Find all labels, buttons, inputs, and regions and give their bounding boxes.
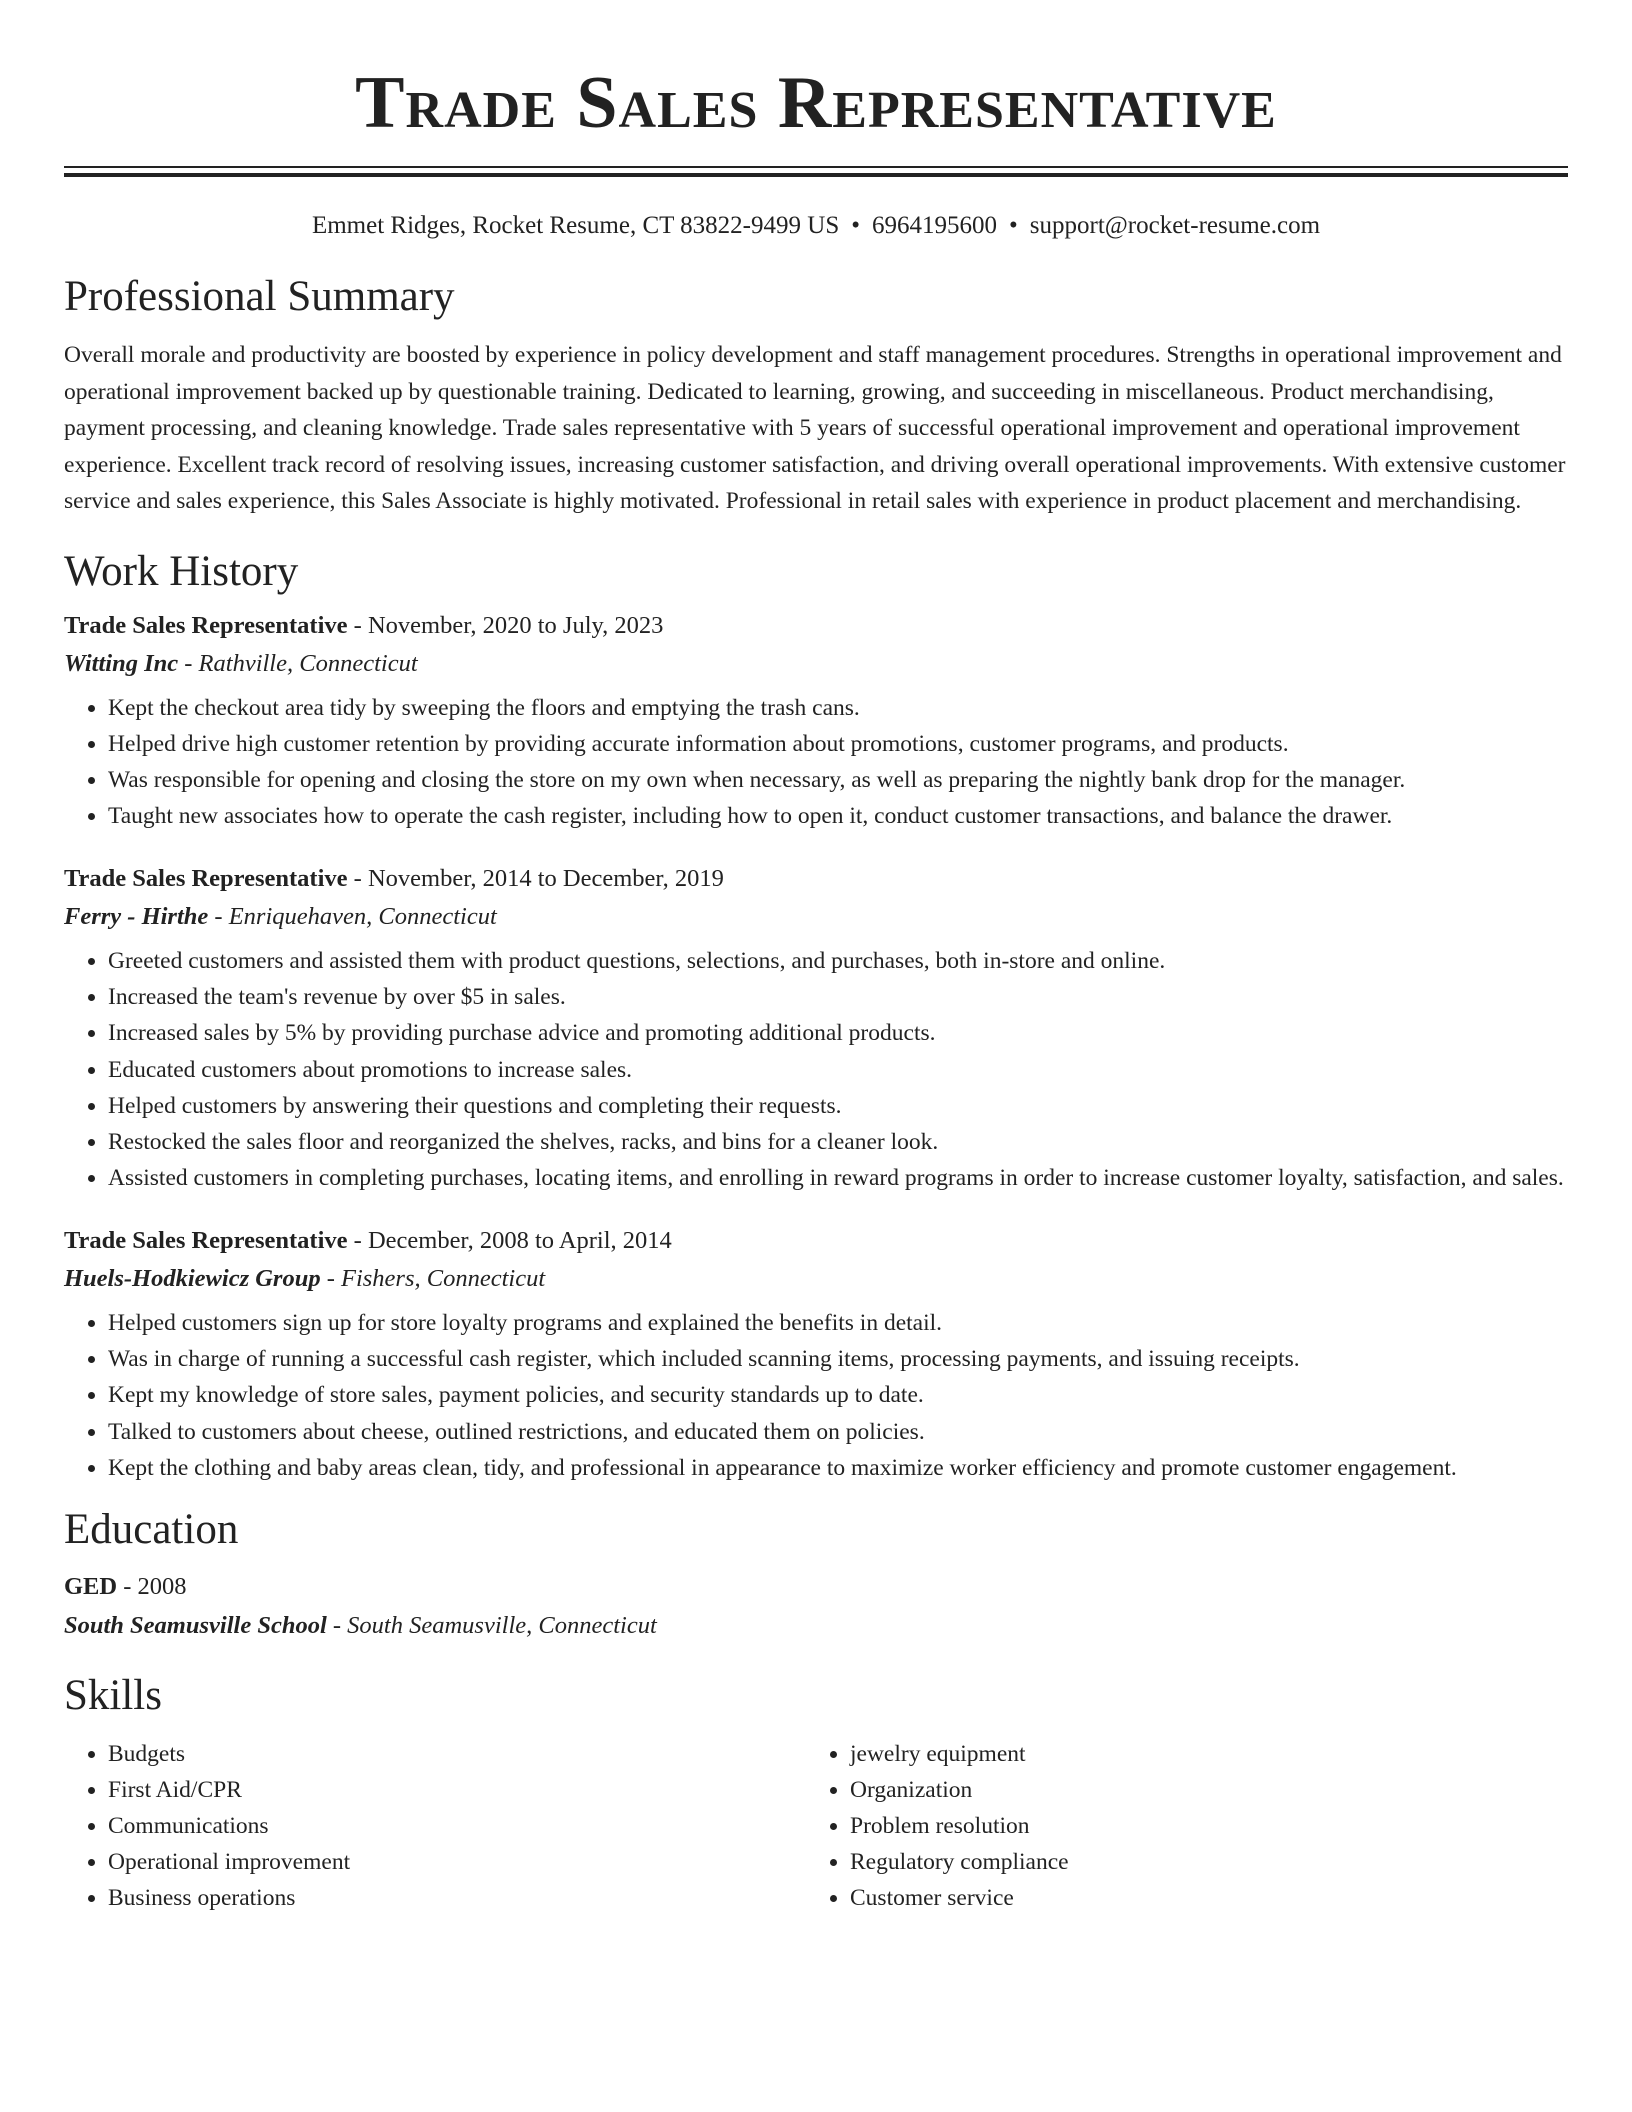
job-location: - Fishers, Connecticut [320,1264,546,1292]
contact-phone: 6964195600 [872,212,997,239]
job-company: Huels-Hodkiewicz Group [64,1264,321,1292]
education-degree: GED [64,1573,118,1601]
skill-item: • Customer service [850,1880,1548,1916]
job-title: Trade Sales Representative [64,1226,348,1254]
summary-text: Overall morale and productivity are boosted by experience in policy development and staff management procedures. Strengths in operational improvement and operational improvement backed up by questionable training. Dedicated to learning, growing, and succeeding in miscellaneous. Product merchandising, payment processing, and cleaning knowledge. Trade sales representative with 5 years of successful operational improvement and operational improvement experience. Excellent track record of resolving issues, increasing customer satisfaction, and driving overall operational improvements. With extensive customer service and sales experience, this Sales Associate is highly motivated. Professional in retail sales with experience in product placement and merchandising. [64,342,1566,514]
job-title-line [64,608,1568,644]
job-dates: - December, 2008 to April, 2014 [347,1226,672,1254]
job-bullet: • Talked to customers about cheese, outlined restrictions, and educated them on policies. [108,1414,1568,1450]
education-school-line [64,1606,1568,1646]
job-title-line [64,1223,1568,1259]
job-company-line [64,1259,1568,1299]
job-entry [64,861,1568,1197]
job-bullet: • Was in charge of running a successful cash register, which included scanning items, processing payments, and issuing receipts. [108,1341,1568,1377]
job-company-line [64,897,1568,937]
skill-item: • Communications [108,1808,806,1844]
contact-separator: • [1009,212,1018,239]
job-dates: - November, 2014 to December, 2019 [347,864,724,892]
job-bullet: • Kept the checkout area tidy by sweeping the floors and emptying the trash cans. [108,690,1568,726]
skill-item: • Budgets [108,1736,806,1772]
job-bullet: • Increased sales by 5% by providing purchase advice and promoting additional products. [108,1015,1568,1051]
header [64,0,1568,177]
education-school: South Seamusville School [64,1612,327,1640]
contact-email: support@rocket-resume.com [1029,212,1321,239]
job-company: Witting Inc [64,649,179,677]
skill-item: • Operational improvement [108,1844,806,1880]
skill-item: • First Aid/CPR [108,1772,806,1808]
education-location: - South Seamusville, Connecticut [326,1612,657,1640]
section-heading-summary: Professional Summary [64,273,455,320]
skill-item: • jewelry equipment [850,1736,1548,1772]
job-bullet-list [64,690,1568,835]
job-bullet-list [64,1305,1568,1486]
skill-item: • Regulatory compliance [850,1844,1548,1880]
job-bullet: • Helped customers by answering their questions and completing their requests. [108,1088,1568,1124]
job-company-line [64,644,1568,684]
job-bullet: • Educated customers about promotions to increase sales. [108,1052,1568,1088]
title-divider [64,166,1568,177]
skill-item: • Organization [850,1772,1548,1808]
job-entry [64,1223,1568,1486]
job-bullet: • Greeted customers and assisted them with product questions, selections, and purchases, both in-store and online. [108,943,1568,979]
job-bullet: • Helped drive high customer retention by providing accurate information about promotions, customer programs, and products. [108,726,1568,762]
skill-item: • Business operations [108,1880,806,1916]
job-bullet-list [64,943,1568,1197]
divider-thick-line [64,173,1568,177]
job-location: - Rathville, Connecticut [178,649,418,677]
job-title-line [64,861,1568,897]
job-bullet: • Taught new associates how to operate the cash register, including how to open it, conduct customer transactions, and balance the drawer. [108,798,1568,834]
job-title: Trade Sales Representative [64,611,348,639]
job-dates: - November, 2020 to July, 2023 [347,611,664,639]
job-entry [64,608,1568,835]
education-year: - 2008 [117,1573,187,1601]
job-bullet: • Kept the clothing and baby areas clean, tidy, and professional in appearance to maximize worker efficiency and promote customer engagement. [108,1450,1568,1486]
job-bullet: • Restocked the sales floor and reorganized the shelves, racks, and bins for a cleaner look. [108,1124,1568,1160]
resume-title: Trade Sales Representative [355,62,1277,144]
contact-address: Emmet Ridges, Rocket Resume, CT 83822-9499 US [311,212,840,239]
section-heading-education: Education [64,1506,239,1554]
education-degree-line [64,1568,1568,1606]
section-heading-work-history: Work History [64,547,299,595]
job-company: Ferry - Hirthe [64,902,209,930]
skills-column-left [64,1736,806,1916]
skills-grid [64,1736,1568,1916]
divider-thin-line [64,166,1568,168]
skills-column-right [806,1736,1548,1916]
skill-item: • Problem resolution [850,1808,1548,1844]
job-location: - Enriquehaven, Connecticut [208,902,497,930]
job-bullet: • Was responsible for opening and closing the store on my own when necessary, as well as preparing the nightly bank drop for the manager. [108,762,1568,798]
job-bullet: • Assisted customers in completing purchases, locating items, and enrolling in reward programs in order to increase customer loyalty, satisfaction, and sales. [108,1160,1568,1196]
contact-separator: • [851,212,860,239]
job-bullet: • Kept my knowledge of store sales, payment policies, and security standards up to date. [108,1377,1568,1413]
job-title: Trade Sales Representative [64,864,348,892]
job-bullet: • Increased the team's revenue by over $5 in sales. [108,979,1568,1015]
section-heading-skills: Skills [64,1672,162,1720]
contact-line [64,209,1568,243]
job-bullet: • Helped customers sign up for store loyalty programs and explained the benefits in detail. [108,1305,1568,1341]
